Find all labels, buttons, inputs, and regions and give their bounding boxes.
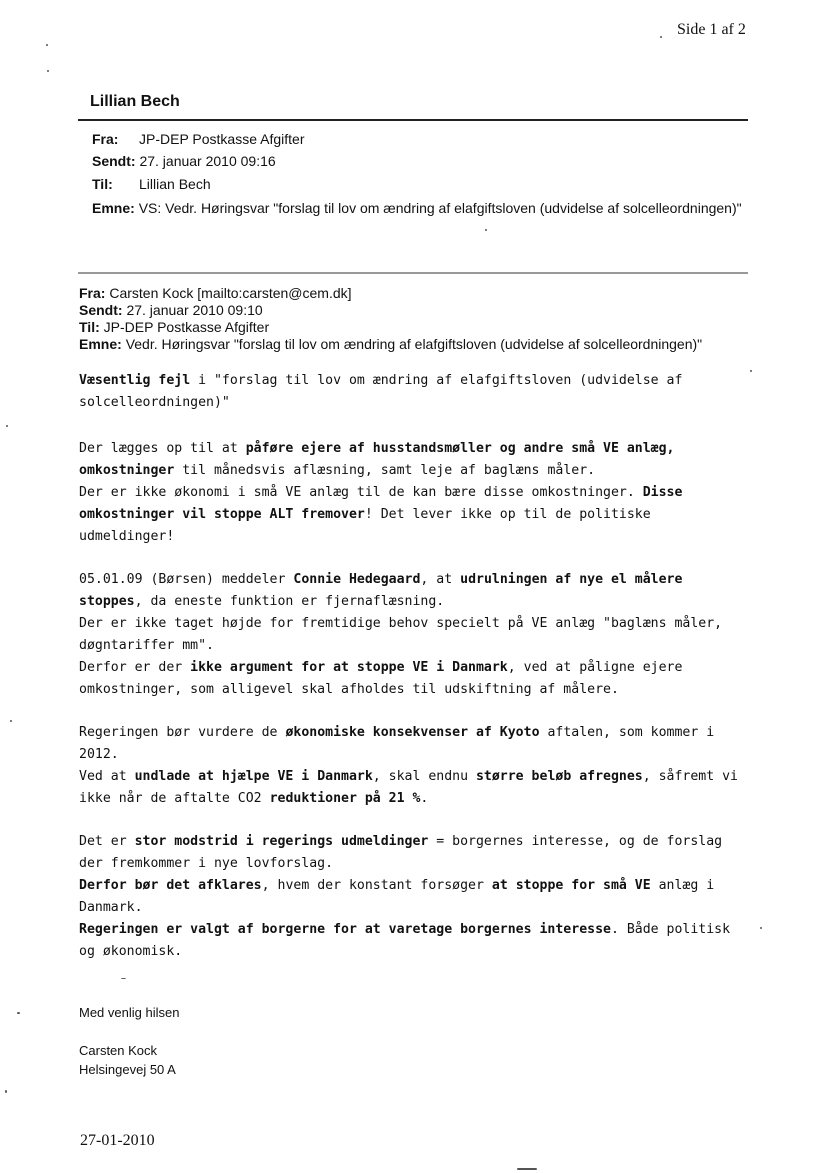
p1-bold-1: Væsentlig fejl	[79, 373, 191, 388]
p2-bold-3: Disse	[642, 485, 683, 500]
body-paragraph-2	[79, 438, 759, 548]
closing-greeting: Med venlig hilsen	[79, 1005, 180, 1020]
body-paragraph-3	[79, 569, 759, 701]
p4-text-5: , skal endnu	[372, 769, 476, 784]
p2-bold-2: omkostninger	[79, 463, 175, 478]
p2-text-4: ! Det lever ikke op til de politiske	[364, 507, 651, 522]
mailbox-owner-title: Lillian Bech	[90, 93, 180, 110]
body-paragraph-4	[79, 722, 759, 810]
header-sent-label: Sendt:	[92, 153, 136, 169]
forward-divider	[78, 272, 748, 274]
signature-address: Helsingevej 50 A	[79, 1062, 176, 1077]
fwd-subject-value: Vedr. Høringsvar "forslag til lov om ændring af elafgiftsloven (udvidelse af solcelleordningen)"	[125, 336, 703, 352]
header-subject-row	[92, 200, 742, 216]
header-subject-value: VS: Vedr. Høringsvar "forslag til lov om ændring af elafgiftsloven (udvidelse af solcelleordningen)"	[138, 200, 742, 216]
p5-bold-4: Regeringen er valgt af borgerne for at varetage borgernes interesse	[79, 922, 611, 937]
p2-text-5: udmeldinger!	[79, 529, 175, 544]
p5-text-2: = borgernes interesse, og de forslag	[428, 834, 723, 849]
header-from-row	[92, 131, 304, 147]
p3-text-2: , at	[420, 572, 461, 587]
p1-text-1: i "forslag til lov om ændring af elafgiftsloven (udvidelse af	[190, 373, 683, 388]
p4-text-7: ikke når de aftalte CO2	[79, 791, 270, 806]
p3-text-6: Derfor er der	[79, 660, 191, 675]
header-to-row	[92, 176, 211, 192]
p5-bold-3: at stoppe for små VE	[491, 878, 651, 893]
p2-text-1: Der lægges op til at	[79, 441, 246, 456]
p3-bold-4: ikke argument for at stoppe VE i Danmark	[190, 660, 508, 675]
fwd-sent-row	[79, 302, 263, 318]
fwd-sent-value: 27. januar 2010 09:10	[126, 302, 263, 318]
header-sent-row	[92, 153, 276, 169]
p5-text-8: og økonomisk.	[79, 944, 183, 959]
p5-bold-2: Derfor bør det afklares	[79, 878, 262, 893]
body-paragraph-1	[79, 370, 759, 414]
p4-text-1: Regeringen bør vurdere de	[79, 725, 286, 740]
p2-bold-1: påføre ejere af husstandsmøller og andre små VE anlæg,	[245, 441, 675, 456]
p5-text-5: anlæg i	[650, 878, 715, 893]
p4-bold-4: reduktioner på 21 %	[269, 791, 421, 806]
p3-bold-1: Connie Hedegaard	[293, 572, 421, 587]
header-to-value: Lillian Bech	[139, 176, 211, 192]
fwd-subject-row	[79, 336, 702, 352]
header-sent-value: 27. januar 2010 09:16	[139, 153, 276, 169]
p4-text-6: , såfremt vi	[642, 769, 738, 784]
fwd-to-row	[79, 319, 269, 335]
p3-text-5: døgntariffer mm".	[79, 638, 214, 653]
print-date: 27-01-2010	[80, 1132, 155, 1149]
header-to-label: Til:	[92, 176, 113, 192]
p3-text-4: Der er ikke taget højde for fremtidige behov specielt på VE anlæg "baglæns måler,	[79, 616, 723, 631]
fwd-sent-label: Sendt:	[79, 302, 123, 318]
title-divider	[78, 119, 748, 121]
p4-text-4: Ved at	[79, 769, 135, 784]
fwd-to-label: Til:	[79, 319, 100, 335]
p5-text-1: Det er	[79, 834, 135, 849]
p2-text-3: Der er ikke økonomi i små VE anlæg til de kan bære disse omkostninger.	[79, 485, 643, 500]
header-from-label: Fra:	[92, 131, 119, 147]
fwd-from-value: Carsten Kock [mailto:carsten@cem.dk]	[109, 285, 352, 301]
header-from-value: JP-DEP Postkasse Afgifter	[139, 131, 305, 147]
p4-bold-3: større beløb afregnes	[475, 769, 643, 784]
p3-bold-3: stoppes	[79, 594, 135, 609]
p5-text-7: . Både politisk	[610, 922, 731, 937]
p1-text-2: solcelleordningen)"	[79, 395, 230, 410]
p4-text-3: 2012.	[79, 747, 119, 762]
p5-text-4: , hvem der konstant forsøger	[261, 878, 492, 893]
page-number: Side 1 af 2	[677, 21, 746, 38]
body-paragraph-5	[79, 831, 759, 963]
fwd-from-row	[79, 285, 352, 301]
fwd-subject-label: Emne:	[79, 336, 122, 352]
p3-text-3: , da eneste funktion er fjernaflæsning.	[134, 594, 445, 609]
p2-bold-4: omkostninger vil stoppe ALT fremover	[79, 507, 365, 522]
p5-bold-1: stor modstrid i regerings udmeldinger	[134, 834, 429, 849]
p4-text-8: .	[420, 791, 429, 806]
fwd-from-label: Fra:	[79, 285, 106, 301]
p3-bold-2: udrulningen af nye el målere	[460, 572, 683, 587]
p3-text-8: omkostninger, som alligevel skal afholdes til udskiftning af målere.	[79, 682, 619, 697]
p4-bold-1: økonomiske konsekvenser af Kyoto	[285, 725, 540, 740]
p3-text-7: , ved at påligne ejere	[507, 660, 683, 675]
header-subject-label: Emne:	[92, 200, 135, 216]
signature-name: Carsten Kock	[79, 1043, 158, 1058]
p4-text-2: aftalen, som kommer i	[539, 725, 715, 740]
p2-text-2: til månedsvis aflæsning, samt leje af baglæns måler.	[174, 463, 596, 478]
fwd-to-value: JP-DEP Postkasse Afgifter	[103, 319, 270, 335]
p3-text-1: 05.01.09 (Børsen) meddeler	[79, 572, 294, 587]
p4-bold-2: undlade at hjælpe VE i Danmark	[134, 769, 373, 784]
p5-text-6: Danmark.	[79, 900, 143, 915]
p5-text-3: der fremkommer i nye lovforslag.	[79, 856, 334, 871]
